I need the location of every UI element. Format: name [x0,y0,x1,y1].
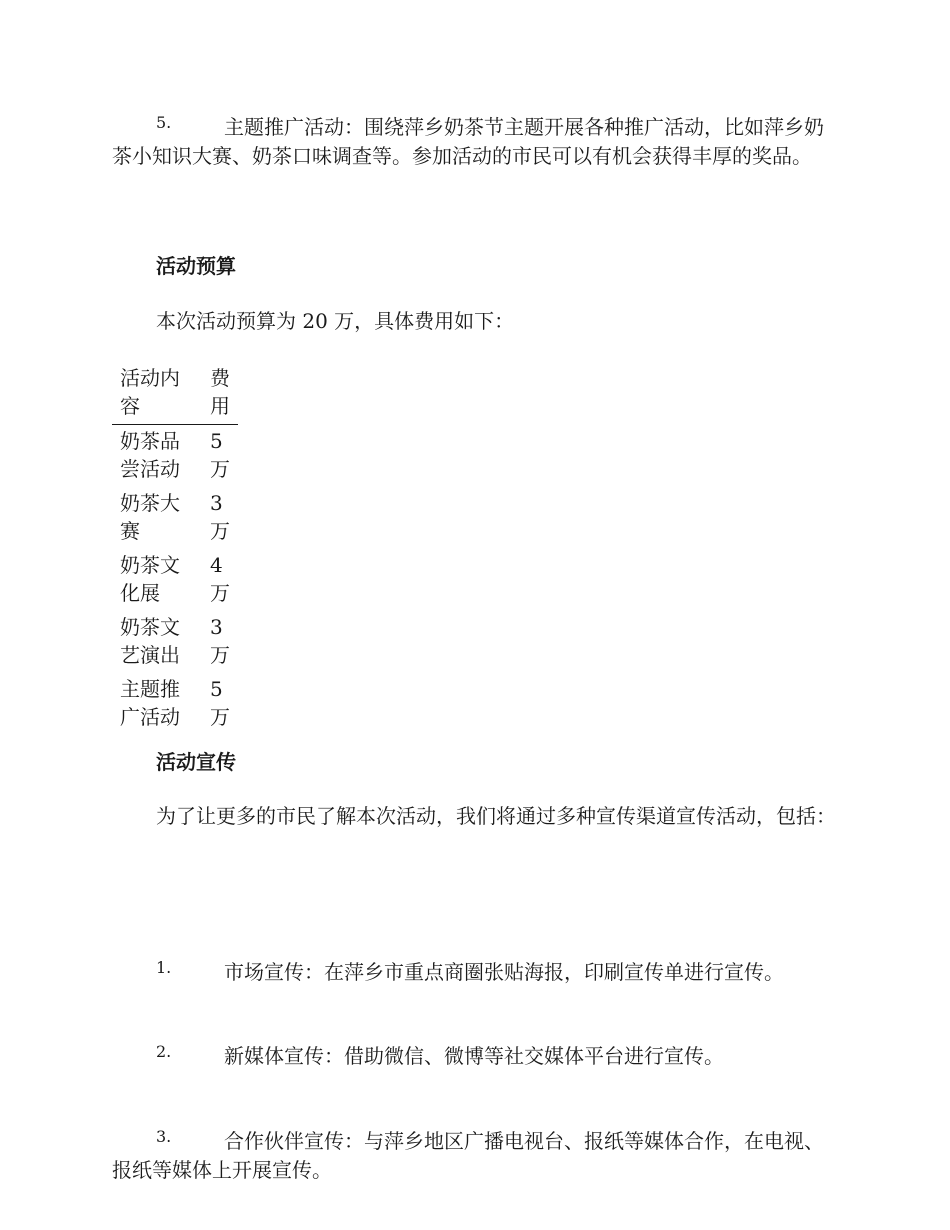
table-row [112,673,238,735]
table-row [112,487,238,549]
list-number: 3. [156,1127,172,1146]
list-item-2 [112,1042,838,1071]
list-item-text: 合作伙伴宣传：与萍乡地区广播电视台、报纸等媒体合作，在电视、报纸等媒体上开展宣传。 [112,1129,824,1182]
cell-cost: 3 万 [210,615,230,667]
table-row [112,611,238,673]
list-item-text: 主题推广活动：围绕萍乡奶茶节主题开展各种推广活动，比如萍乡奶茶小知识大赛、奶茶口味调查等。参加活动的市民可以有机会获得丰厚的奖品。 [112,115,824,168]
list-number: 2. [156,1042,172,1061]
promotion-heading-block [112,748,838,777]
cell-activity: 主题推广活动 [120,677,180,729]
cell-cost: 5 万 [210,429,230,481]
list-item-5 [112,113,838,171]
header-cost: 费用 [210,366,230,418]
promotion-heading: 活动宣传 [156,750,236,774]
list-item-3 [112,1127,838,1185]
list-item-1 [112,958,838,987]
cell-cost: 4 万 [210,553,230,605]
cell-activity: 奶茶大赛 [120,491,180,543]
cell-activity: 奶茶品尝活动 [120,429,180,481]
budget-table [112,362,238,735]
cell-activity: 奶茶文艺演出 [120,615,180,667]
budget-heading: 活动预算 [156,254,236,278]
list-item-text: 新媒体宣传：借助微信、微博等社交媒体平台进行宣传。 [224,1044,724,1068]
table-row [112,549,238,611]
promotion-intro: 为了让更多的市民了解本次活动，我们将通过多种宣传渠道宣传活动，包括： [156,804,836,828]
table-row [112,425,238,488]
budget-intro-block [112,307,838,336]
promotion-intro-block [112,802,838,831]
budget-intro: 本次活动预算为 20 万，具体费用如下： [156,309,515,333]
cell-cost: 5 万 [210,677,230,729]
table-header-row [112,362,238,425]
list-number: 1. [156,958,172,977]
header-activity: 活动内容 [120,366,180,418]
cell-activity: 奶茶文化展 [120,553,180,605]
list-number: 5. [156,113,172,132]
cell-cost: 3 万 [210,491,230,543]
budget-heading-block [112,252,838,281]
list-item-text: 市场宣传：在萍乡市重点商圈张贴海报，印刷宣传单进行宣传。 [224,960,784,984]
